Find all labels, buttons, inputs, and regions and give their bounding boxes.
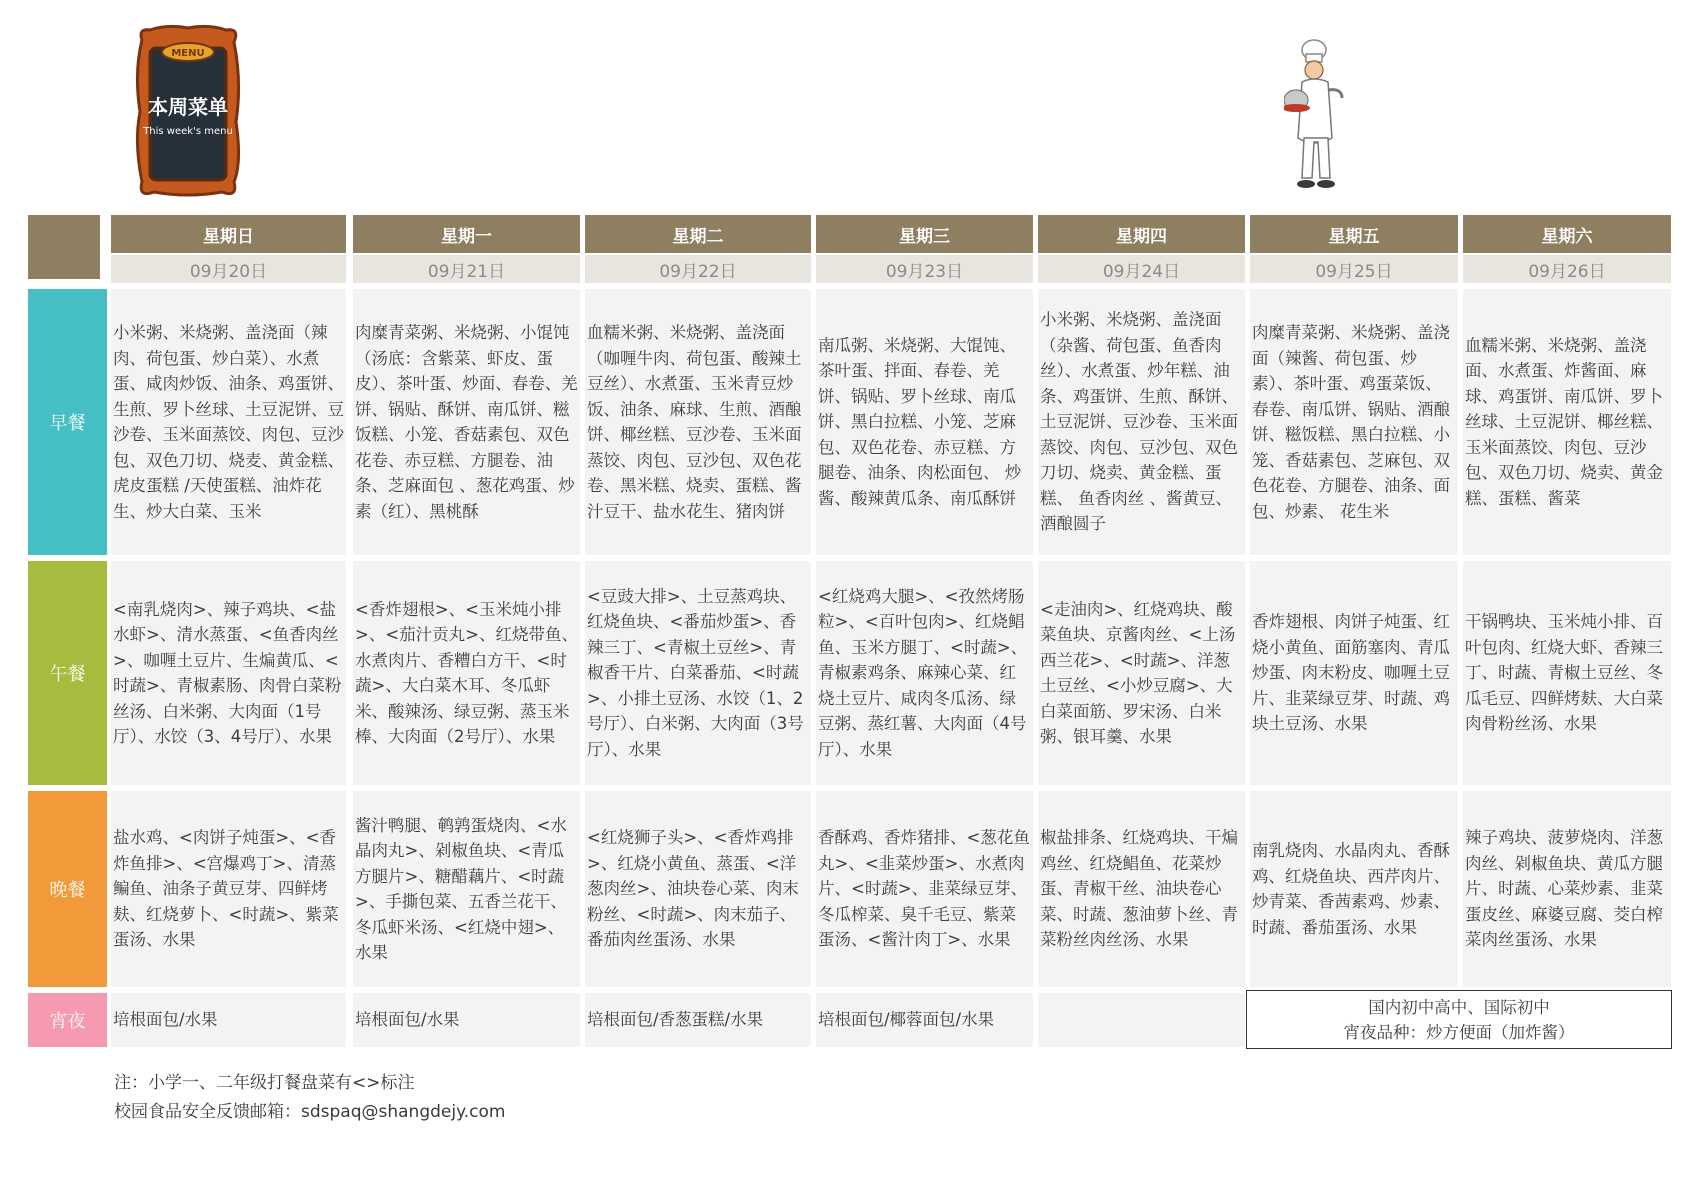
menu-cell: 小米粥、米烧粥、盖浇面（辣肉、荷包蛋、炒白菜）、水煮蛋、咸肉炒饭、油条、鸡蛋饼、生煎、罗卜丝球、土豆泥饼、豆沙卷、玉米面蒸饺、肉包、豆沙包、双色刀切、烧麦、黄金糕、虎皮蛋糕 /天使蛋糕、油炸花生、炒大白菜、玉米 xyxy=(111,289,346,555)
menu-cell: <走油肉>、红烧鸡块、酸菜鱼块、京酱肉丝、<上汤西兰花>、<时蔬>、洋葱土豆丝、<小炒豆腐>、大白菜面筋、罗宋汤、白米粥、银耳羹、水果 xyxy=(1038,561,1245,785)
date-mon: 09月21日 xyxy=(353,255,580,283)
menu-cell: 南乳烧肉、水晶肉丸、香酥鸡、红烧鱼块、西芹肉片、炒青菜、香茜素鸡、炒素、时蔬、番茄蛋汤、水果 xyxy=(1250,791,1458,987)
day-header-wed: 星期三 xyxy=(816,215,1033,253)
late-night-notice-line2: 宵夜品种：炒方便面（加炸酱） xyxy=(1343,1022,1575,1042)
day-header-thu: 星期四 xyxy=(1038,215,1245,253)
meal-label-lunch: 午餐 xyxy=(28,561,107,785)
late-night-notice-line1: 国内初中高中、国际初中 xyxy=(1368,997,1550,1017)
logo-badge: MENU xyxy=(171,48,205,59)
date-thu: 09月24日 xyxy=(1038,255,1245,283)
date-fri: 09月25日 xyxy=(1250,255,1458,283)
menu-cell: 培根面包/水果 xyxy=(353,993,580,1047)
menu-cell: 盐水鸡、<肉饼子炖蛋>、<香炸鱼排>、<宫爆鸡丁>、清蒸鳊鱼、油条子黄豆芽、四鲜烤麸、红烧萝卜、<时蔬>、紫菜蛋汤、水果 xyxy=(111,791,346,987)
menu-logo xyxy=(128,22,248,200)
menu-cell: <南乳烧肉>、辣子鸡块、<盐水虾>、清水蒸蛋、<鱼香肉丝>、咖喱土豆片、生煸黄瓜、<时蔬>、青椒素肠、肉骨白菜粉丝汤、白米粥、大肉面（1号厅）、水饺（3、4号厅）、水果 xyxy=(111,561,346,785)
date-sun: 09月20日 xyxy=(111,255,346,283)
chef-illustration xyxy=(1284,38,1350,200)
menu-cell: <香炸翅根>、<玉米炖小排>、<茄汁贡丸>、红烧带鱼、水煮肉片、香糟白方干、<时蔬>、大白菜木耳、冬瓜虾米、酸辣汤、绿豆粥、蒸玉米棒、大肉面（2号厅）、水果 xyxy=(353,561,580,785)
date-sat: 09月26日 xyxy=(1463,255,1671,283)
menu-cell: 辣子鸡块、菠萝烧肉、洋葱肉丝、剁椒鱼块、黄瓜方腿片、时蔬、心菜炒素、韭菜蛋皮丝、麻婆豆腐、茭白榨菜肉丝蛋汤、水果 xyxy=(1463,791,1671,987)
menu-cell: 培根面包/水果 xyxy=(111,993,346,1047)
menu-cell: 血糯米粥、米烧粥、盖浇面（咖喱牛肉、荷包蛋、酸辣土豆丝）、水煮蛋、玉米青豆炒饭、油条、麻球、生煎、酒酿饼、椰丝糕、豆沙卷、玉米面蒸饺、肉包、豆沙包、双色花卷、黑米糕、烧卖、蛋糕、酱汁豆干、盐水花生、猪肉饼 xyxy=(585,289,811,555)
date-tue: 09月22日 xyxy=(585,255,811,283)
table-corner xyxy=(28,215,100,279)
menu-cell: 培根面包/椰蓉面包/水果 xyxy=(816,993,1033,1047)
day-header-tue: 星期二 xyxy=(585,215,811,253)
menu-cell: 酱汁鸭腿、鹌鹑蛋烧肉、<水晶肉丸>、剁椒鱼块、<青瓜方腿片>、糖醋藕片、<时蔬>、手撕包菜、五香兰花干、冬瓜虾米汤、<红烧中翅>、水果 xyxy=(353,791,580,987)
menu-cell: <红烧鸡大腿>、<孜然烤肠粒>、<百叶包肉>、红烧鲳鱼、玉米方腿丁、<时蔬>、青椒素鸡条、麻辣心菜、红烧土豆片、咸肉冬瓜汤、绿豆粥、蒸红薯、大肉面（4号厅）、水果 xyxy=(816,561,1033,785)
menu-cell: 香炸翅根、肉饼子炖蛋、红烧小黄鱼、面筋塞肉、青瓜炒蛋、肉末粉皮、咖喱土豆片、韭菜绿豆芽、时蔬、鸡块土豆汤、水果 xyxy=(1250,561,1458,785)
day-header-fri: 星期五 xyxy=(1250,215,1458,253)
menu-cell: 南瓜粥、米烧粥、大馄饨、茶叶蛋、拌面、春卷、羌饼、锅贴、罗卜丝球、南瓜饼、黑白拉糕、小笼、芝麻包、双色花卷、赤豆糕、方腿卷、油条、肉松面包、 炒酱、酸辣黄瓜条、南瓜酥饼 xyxy=(816,289,1033,555)
menu-cell xyxy=(1038,993,1245,1047)
meal-label-late-night: 宵夜 xyxy=(28,993,107,1047)
date-wed: 09月23日 xyxy=(816,255,1033,283)
note-feedback-email: 校园食品安全反馈邮箱：sdspaq@shangdejy.com xyxy=(114,1102,506,1122)
menu-cell: 椒盐排条、红烧鸡块、干煸鸡丝、红烧鲳鱼、花菜炒蛋、青椒干丝、油块卷心菜、时蔬、葱油萝卜丝、青菜粉丝肉丝汤、水果 xyxy=(1038,791,1245,987)
late-night-notice xyxy=(1246,990,1672,1049)
logo-subtitle: This week's menu xyxy=(143,126,233,137)
menu-cell: 香酥鸡、香炸猪排、<葱花鱼丸>、<韭菜炒蛋>、水煮肉片、<时蔬>、韭菜绿豆芽、冬瓜榨菜、臭千毛豆、紫菜蛋汤、<酱汁肉丁>、水果 xyxy=(816,791,1033,987)
menu-cell: 肉糜青菜粥、米烧粥、小馄饨（汤底：含紫菜、虾皮、蛋皮）、茶叶蛋、炒面、春卷、羌 饼、锅贴、酥饼、南瓜饼、糍饭糕、小笼、香菇素包、双色花卷、赤豆糕、方腿卷、油条、芝麻面包 、葱花鸡蛋、炒素（红）、黑桃酥 xyxy=(353,289,580,555)
day-header-mon: 星期一 xyxy=(353,215,580,253)
menu-cell: 肉糜青菜粥、米烧粥、盖浇面（辣酱、荷包蛋、炒素）、茶叶蛋、鸡蛋菜饭、春卷、南瓜饼、锅贴、酒酿饼、糍饭糕、黑白拉糕、小笼、香菇素包、芝麻包、双色花卷、方腿卷、油条、面包、炒素、 花生米 xyxy=(1250,289,1458,555)
day-header-sat: 星期六 xyxy=(1463,215,1671,253)
note-marking: 注：小学一、二年级打餐盘菜有<>标注 xyxy=(114,1073,415,1093)
meal-label-dinner: 晚餐 xyxy=(28,791,107,987)
menu-cell: 小米粥、米烧粥、盖浇面（杂酱、荷包蛋、鱼香肉丝）、水煮蛋、炒年糕、油条、鸡蛋饼、生煎、酥饼、土豆泥饼、豆沙卷、玉米面蒸饺、肉包、豆沙包、双色刀切、烧卖、黄金糕、蛋糕、 鱼香肉丝 、酱黄豆、酒酿圆子 xyxy=(1038,289,1245,555)
menu-cell: <红烧狮子头>、<香炸鸡排>、红烧小黄鱼、蒸蛋、<洋葱肉丝>、油块卷心菜、肉末粉丝、<时蔬>、肉末茄子、番茄肉丝蛋汤、水果 xyxy=(585,791,811,987)
logo-title: 本周菜单 xyxy=(148,95,228,119)
menu-cell: 培根面包/香葱蛋糕/水果 xyxy=(585,993,811,1047)
menu-cell: <豆豉大排>、土豆蒸鸡块、红烧鱼块、<番茄炒蛋>、香辣三丁、<青椒土豆丝>、青椒香干片、白菜番茄、<时蔬>、小排土豆汤、水饺（1、2号厅）、白米粥、大肉面（3号厅）、水果 xyxy=(585,561,811,785)
menu-cell: 干锅鸭块、玉米炖小排、百叶包肉、红烧大虾、香辣三丁、时蔬、青椒土豆丝、冬瓜毛豆、四鲜烤麸、大白菜肉骨粉丝汤、水果 xyxy=(1463,561,1671,785)
meal-label-breakfast: 早餐 xyxy=(28,289,107,555)
menu-cell: 血糯米粥、米烧粥、盖浇面、水煮蛋、炸酱面、麻球、鸡蛋饼、南瓜饼、罗卜丝球、土豆泥饼、椰丝糕、玉米面蒸饺、肉包、豆沙包、双色刀切、烧卖、黄金糕、蛋糕、酱菜 xyxy=(1463,289,1671,555)
day-header-sun: 星期日 xyxy=(111,215,346,253)
